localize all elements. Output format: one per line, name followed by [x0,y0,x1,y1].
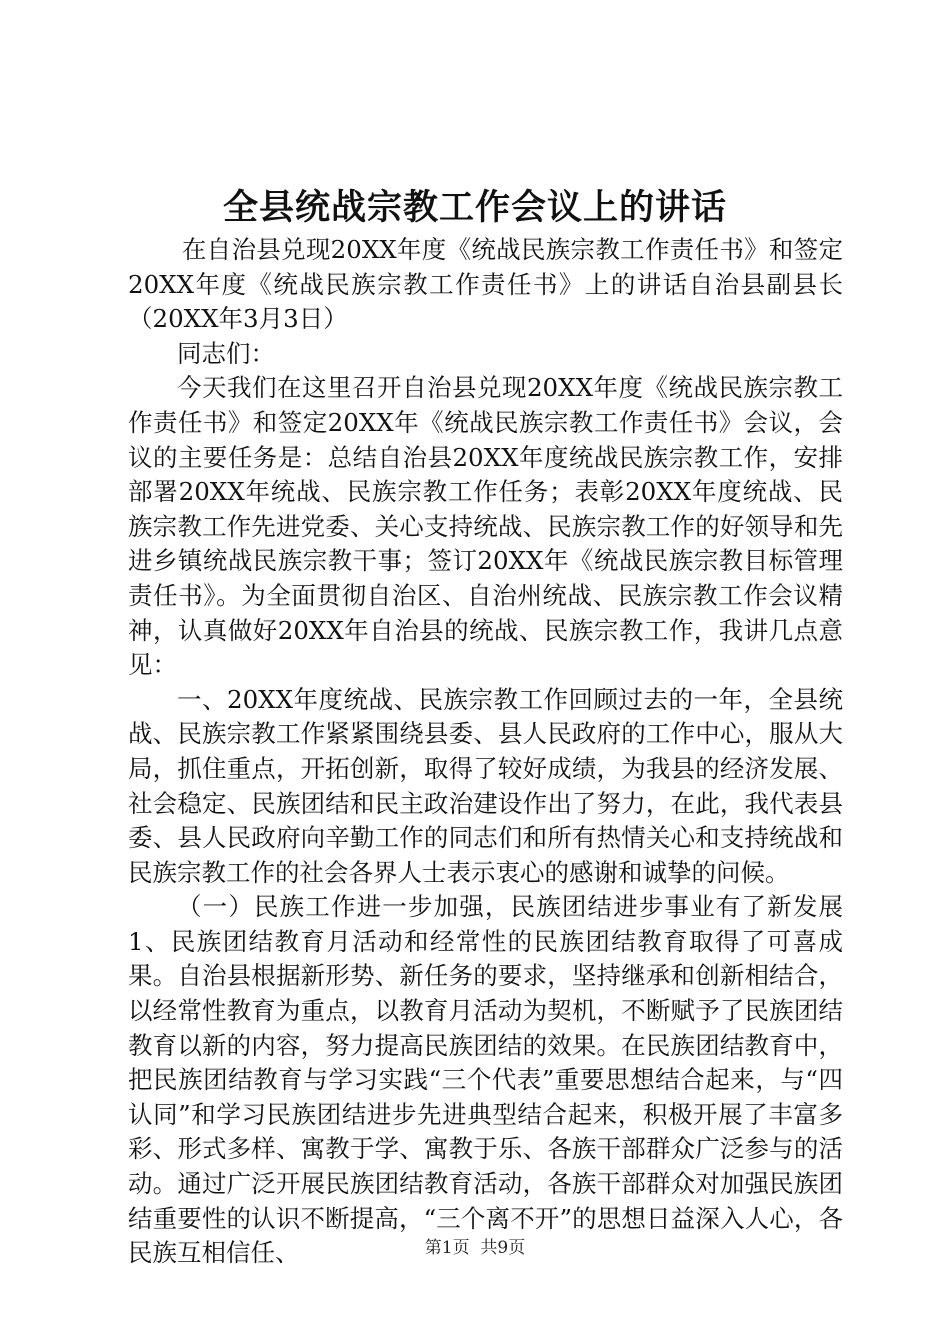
salutation-paragraph: 同志们： [177,338,275,368]
page-footer [0,1236,950,1260]
body-paragraph: 一、20XX年度统战、民族宗教工作回顾过去的一年，全县统战、民族宗教工作紧紧围绕县委、县人民政府的工作中心，服从大局，抓住重点，开拓创新，取得了较好成绩，为我县的经济发展、社会稳定、民族团结和民主政治建设作出了努力，在此，我代表县委、县人民政府向辛勤工作的同志们和所有热情关心和支持统战和民族宗教工作的社会各界人士表示衷心的感谢和诚挚的问候。 [128,684,843,887]
document-title: 全县统战宗教工作会议上的讲话 [222,187,727,228]
body-paragraph: 今天我们在这里召开自治县兑现20XX年度《统战民族宗教工作责任书》和签定20XX年《统战民族宗教工作责任书》会议，会议的主要任务是：总结自治县20XX年度统战民族宗教工作，安排部署20XX年统战、民族宗教工作任务；表彰20XX年度统战、民族宗教工作先进党委、关心支持统战、民族宗教工作的好领导和先进乡镇统战民族宗教干事；签订20XX年《统战民族宗教目标管理责任书》。为全面贯彻自治区、自治州统战、民族宗教工作会议精神，认真做好20XX年自治县的统战、民族宗教工作，我讲几点意见： [128,373,843,680]
page-number: 第1页 [424,1238,470,1258]
body-paragraph: （一）民族工作进一步加强，民族团结进步事业有了新发展1、民族团结教育月活动和经常性的民族团结教育取得了可喜成果。自治县根据新形势、新任务的要求，坚持继承和创新相结合，以经常性教育为重点，以教育月活动为契机，不断赋予了民族团结教育以新的内容，努力提高民族团结的效果。在民族团结教育中，把民族团结教育与学习实践“三个代表”重要思想结合起来，与“四认同”和学习民族团结进步先进典型结合起来，积极开展了丰富多彩、形式多样、寓教于学、寓教于乐、各族干部群众广泛参与的活动。通过广泛开展民族团结教育活动，各族干部群众对加强民族团结重要性的认识不断提高，“三个离不开”的思想日益深入人心，各民族互相信任、 [128,892,843,1268]
document-body [128,233,843,1271]
intro-paragraph: 在自治县兑现20XX年度《统战民族宗教工作责任书》和签定20XX年度《统战民族宗教工作责任书》上的讲话自治县副县长（20XX年3月3日） [128,235,843,334]
page-total: 共9页 [480,1238,526,1258]
